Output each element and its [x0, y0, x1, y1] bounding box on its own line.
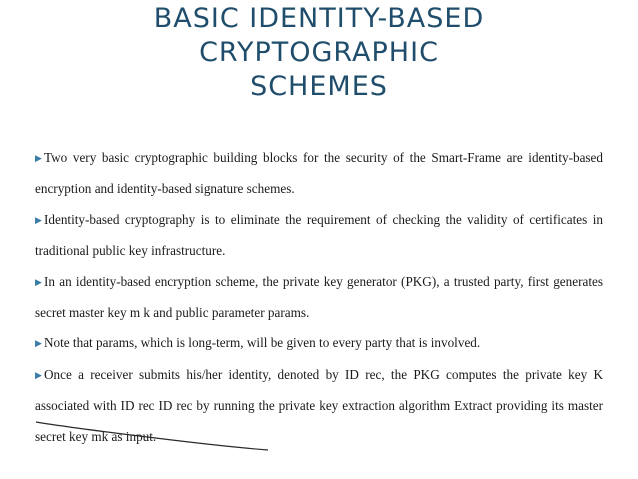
bullet-text: Note that params, which is long-term, will be given to every party that is involved.: [44, 335, 481, 351]
list-item: [35, 267, 603, 329]
list-item: [35, 205, 603, 267]
list-item: [35, 328, 603, 359]
slide-title-line-2: SCHEMES: [250, 71, 388, 102]
triangle-right-icon: ▶: [35, 339, 42, 350]
bullet-list: [35, 143, 603, 452]
slide-title: [40, 2, 598, 104]
bullet-text: Identity-based cryptography is to eliminate the requirement of checking the validity of certificates in traditional public key infrastructure.: [35, 211, 603, 259]
list-item: [35, 360, 603, 452]
triangle-right-icon: ▶: [35, 215, 42, 226]
triangle-right-icon: ▶: [35, 370, 42, 381]
bullet-text: Once a receiver submits his/her identity, denoted by ID rec, the PKG computes the private key K associated with ID rec ID rec by running the private key extraction algorithm Extract providing its master secret key mk as input.: [35, 366, 603, 444]
triangle-right-icon: ▶: [35, 154, 42, 164]
slide-title-line-1: BASIC IDENTITY-BASED CRYPTOGRAPHIC: [153, 3, 485, 68]
bullet-text: Two very basic cryptographic building blocks for the security of the Smart-Frame are identity-based encryption and identity-based signature schemes.: [35, 150, 603, 197]
list-item: [35, 143, 603, 205]
triangle-right-icon: ▶: [35, 277, 42, 288]
bullet-text: In an identity-based encryption scheme, the private key generator (PKG), a trusted party, first generates secret master key m k and public parameter params.: [35, 273, 603, 321]
